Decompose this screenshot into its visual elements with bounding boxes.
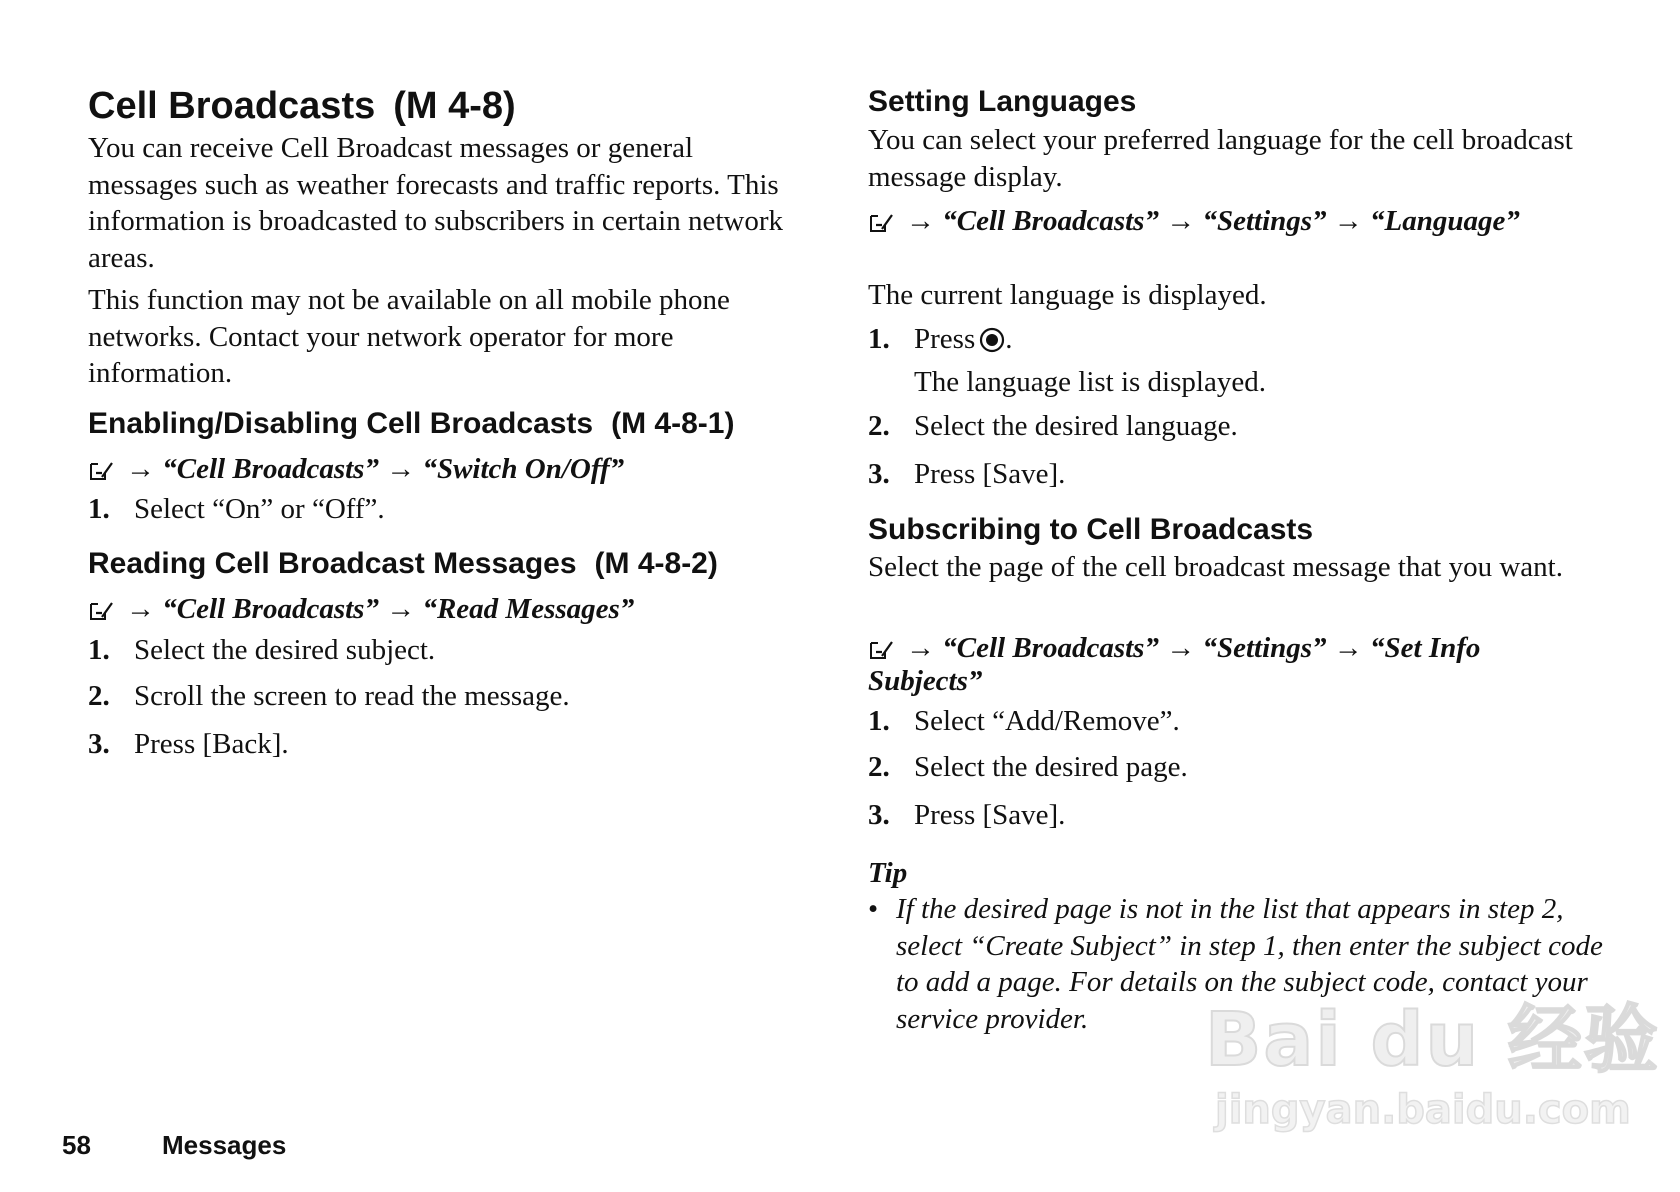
subscribing-path-text: → “Cell Broadcasts” → “Settings” → “Set Info Subjects” [868, 632, 1481, 697]
center-key-icon [979, 327, 1005, 353]
menu-key-icon [868, 639, 894, 661]
subscribing-step [868, 798, 1588, 832]
subscribing-heading: Subscribing to Cell Broadcasts [868, 513, 1314, 546]
languages-path-text: → “Cell Broadcasts” → “Settings” → “Language” [906, 205, 1520, 237]
subscribing-intro: Select the page of the cell broadcast message that you want. [868, 551, 1563, 583]
subscribing-step [868, 704, 1588, 738]
reading-step [88, 679, 808, 713]
menu-key-icon [88, 460, 114, 482]
enabling-menu-code: (M 4-8-1) [611, 407, 735, 440]
reading-step [88, 633, 808, 667]
enabling-path-text: → “Cell Broadcasts” → “Switch On/Off” [126, 453, 625, 485]
reading-path-text: → “Cell Broadcasts” → “Read Messages” [126, 593, 635, 625]
step-text: Scroll the screen to read the message. [134, 680, 570, 712]
step-number: 1. [868, 705, 890, 737]
right-column [868, 0, 1603, 1035]
step-number: 1. [868, 323, 890, 355]
reading-step [88, 727, 808, 761]
languages-status: The current language is displayed. [868, 279, 1267, 311]
enabling-step [88, 492, 808, 526]
languages-step-result: The language list is displayed. [914, 366, 1266, 398]
watermark-url: jingyan.baidu.com [1215, 1087, 1631, 1133]
step-text: Select the desired page. [914, 751, 1188, 783]
step-number: 2. [88, 680, 110, 712]
enabling-heading [88, 406, 808, 442]
step-text: Press [914, 323, 976, 355]
step-suffix: . [1005, 323, 1013, 355]
availability-note: This function may not be available on all mobile phone networks. Contact your network operator for more information. [88, 284, 730, 389]
step-number: 2. [868, 751, 890, 783]
enabling-heading-text: Enabling/Disabling Cell Broadcasts [88, 407, 594, 440]
reading-heading [88, 546, 808, 582]
step-text: Select the desired language. [914, 410, 1238, 442]
intro-paragraph: You can receive Cell Broadcast messages or general messages such as weather forecasts and traffic reports. This information is broadcasted to subscribers in certain network areas. [88, 132, 783, 274]
enabling-menu-path [88, 453, 808, 486]
title-text: Cell Broadcasts [88, 85, 376, 127]
step-text: Press [Save]. [914, 458, 1066, 490]
page-number: 58 [62, 1130, 91, 1160]
tip-title: Tip [868, 857, 908, 889]
subscribing-menu-path [868, 632, 1588, 698]
menu-key-icon [868, 212, 894, 234]
step-text: Press [Save]. [914, 799, 1066, 831]
page-title [88, 84, 808, 128]
baidu-watermark [1205, 997, 1660, 1140]
languages-step [868, 322, 1588, 356]
step-number: 3. [868, 458, 890, 490]
step-text: Select “On” or “Off”. [134, 493, 385, 525]
bullet-icon: • [868, 893, 879, 925]
reading-heading-text: Reading Cell Broadcast Messages [88, 547, 577, 580]
watermark-logo-text: Bai du 经验 [1205, 997, 1660, 1083]
languages-step [868, 409, 1588, 443]
step-text: Press [Back]. [134, 728, 289, 760]
languages-heading: Setting Languages [868, 85, 1137, 118]
languages-intro: You can select your preferred language for the cell broadcast message display. [868, 124, 1573, 193]
step-text: Select “Add/Remove”. [914, 705, 1180, 737]
step-number: 1. [88, 493, 110, 525]
step-number: 3. [868, 799, 890, 831]
reading-menu-code: (M 4-8-2) [594, 547, 718, 580]
menu-key-icon [88, 600, 114, 622]
subscribing-step [868, 750, 1588, 784]
reading-menu-path [88, 593, 808, 626]
step-text: Select the desired subject. [134, 634, 436, 666]
tip-text: If the desired page is not in the list that appears in step 2, select “Create Subject” in step 1, then enter the subject code to add a page. For details on the subject code, contact your service provider. [896, 893, 1603, 1035]
title-menu-code: (M 4-8) [393, 85, 516, 127]
step-number: 3. [88, 728, 110, 760]
languages-step [868, 457, 1588, 491]
languages-menu-path [868, 205, 1588, 238]
step-number: 1. [88, 634, 110, 666]
footer-section-name: Messages [162, 1130, 287, 1160]
step-number: 2. [868, 410, 890, 442]
